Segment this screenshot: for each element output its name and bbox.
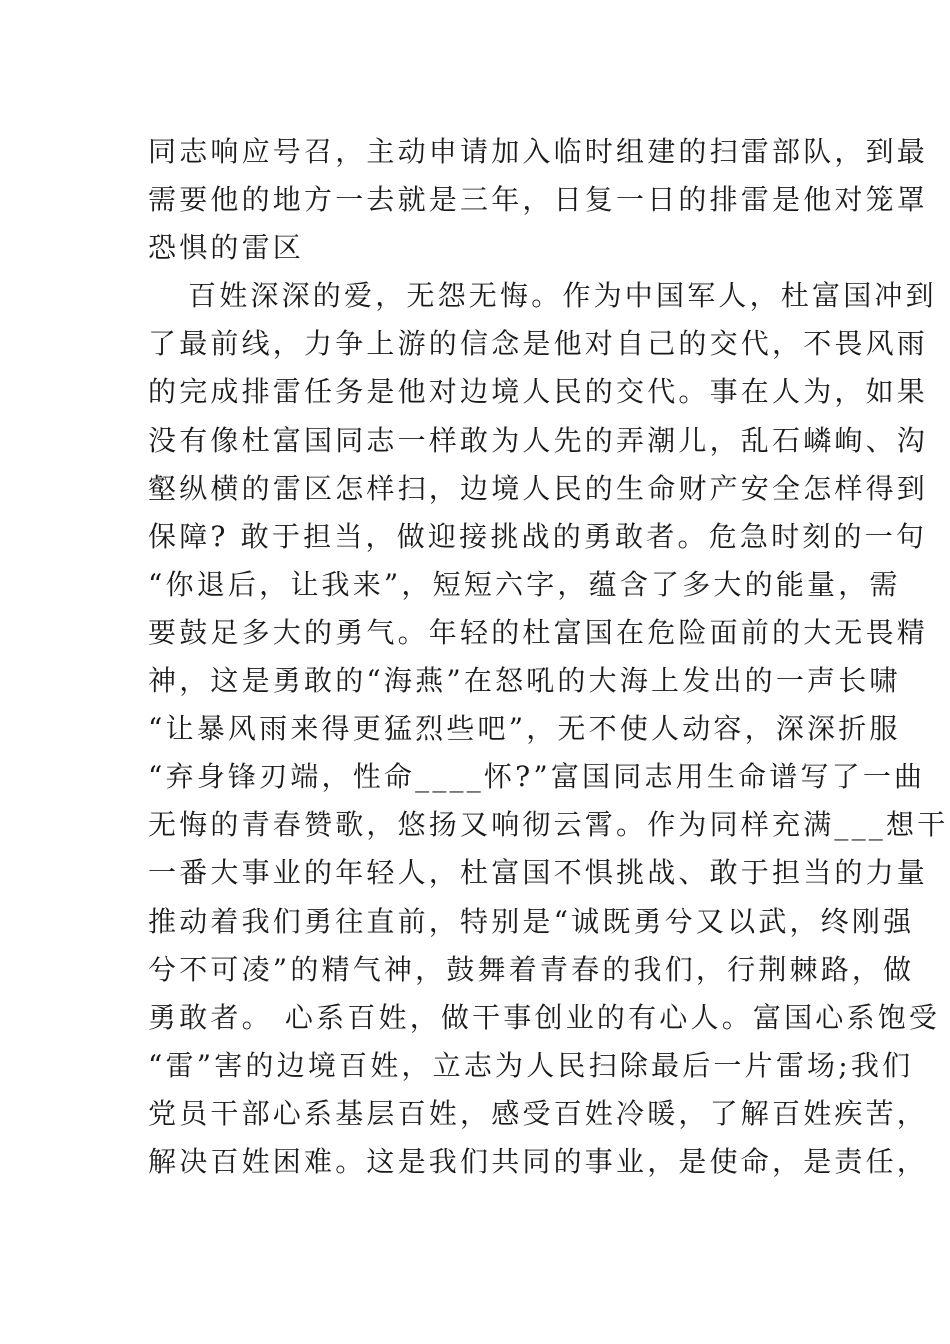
text-line: 解决百姓困难。这是我们共同的事业，是使命，是责任， [148,1144,929,1178]
text-line: 壑纵横的雷区怎样扫，边境人民的生命财产安全怎样得到 [148,471,929,505]
body-text [148,128,949,1186]
text-line: 兮不可凌”的精气神，鼓舞着青春的我们，行荆棘路，做 [148,952,915,986]
text-line: 党员干部心系基层百姓，感受百姓冷暖，了解百姓疾苦， [148,1096,929,1130]
text-line: 同志响应号召，主动申请加入临时组建的扫雷部队，到最 [148,135,929,168]
text-line: “你退后，让我来”，短短六字，蕴含了多大的能量，需 [148,567,901,601]
text-line: “弃身锋刃端，性命____怀?”富国同志用生命谱写了一曲 [148,760,926,794]
text-line: 没有像杜富国同志一样敢为人先的弄潮儿，乱石嶙峋、沟 [148,423,929,457]
text-line: 推动着我们勇往直前，特别是“诚既勇兮又以武，终刚强 [148,904,915,938]
text-line: 勇敢者。 心系百姓，做干事创业的有心人。富国心系饱受 [148,1000,941,1034]
text-line: 恐惧的雷区 [148,231,305,265]
text-line: 保障? 敢于担当，做迎接挑战的勇敢者。危急时刻的一句 [148,519,928,553]
text-line: 的完成排雷任务是他对边境人民的交代。事在人为，如果 [148,375,929,409]
text-line: 神，这是勇敢的“海燕”在怒吼的大海上发出的一声长啸 [148,664,901,698]
text-line: “雷”害的边境百姓，立志为人民扫除最后一片雷场;我们 [148,1048,914,1082]
text-line: “让暴风雨来得更猛烈些吧”，无不使人动容，深深折服 [148,712,901,746]
paragraph-first-line: 百姓深深的爱，无怨无悔。作为中国军人，杜富国冲到 [188,279,937,313]
text-line: 一番大事业的年轻人，杜富国不惧挑战、敢于担当的力量 [148,856,929,890]
text-line: 要鼓足多大的勇气。年轻的杜富国在危险面前的大无畏精 [148,615,929,649]
text-line: 了最前线，力争上游的信念是他对自己的交代，不畏风雨 [148,327,929,361]
text-line: 无悔的青春赞歌，悠扬又响彻云霄。作为同样充满___想干 [148,808,949,842]
text-line: 需要他的地方一去就是三年，日复一日的排雷是他对笼罩 [148,183,929,217]
